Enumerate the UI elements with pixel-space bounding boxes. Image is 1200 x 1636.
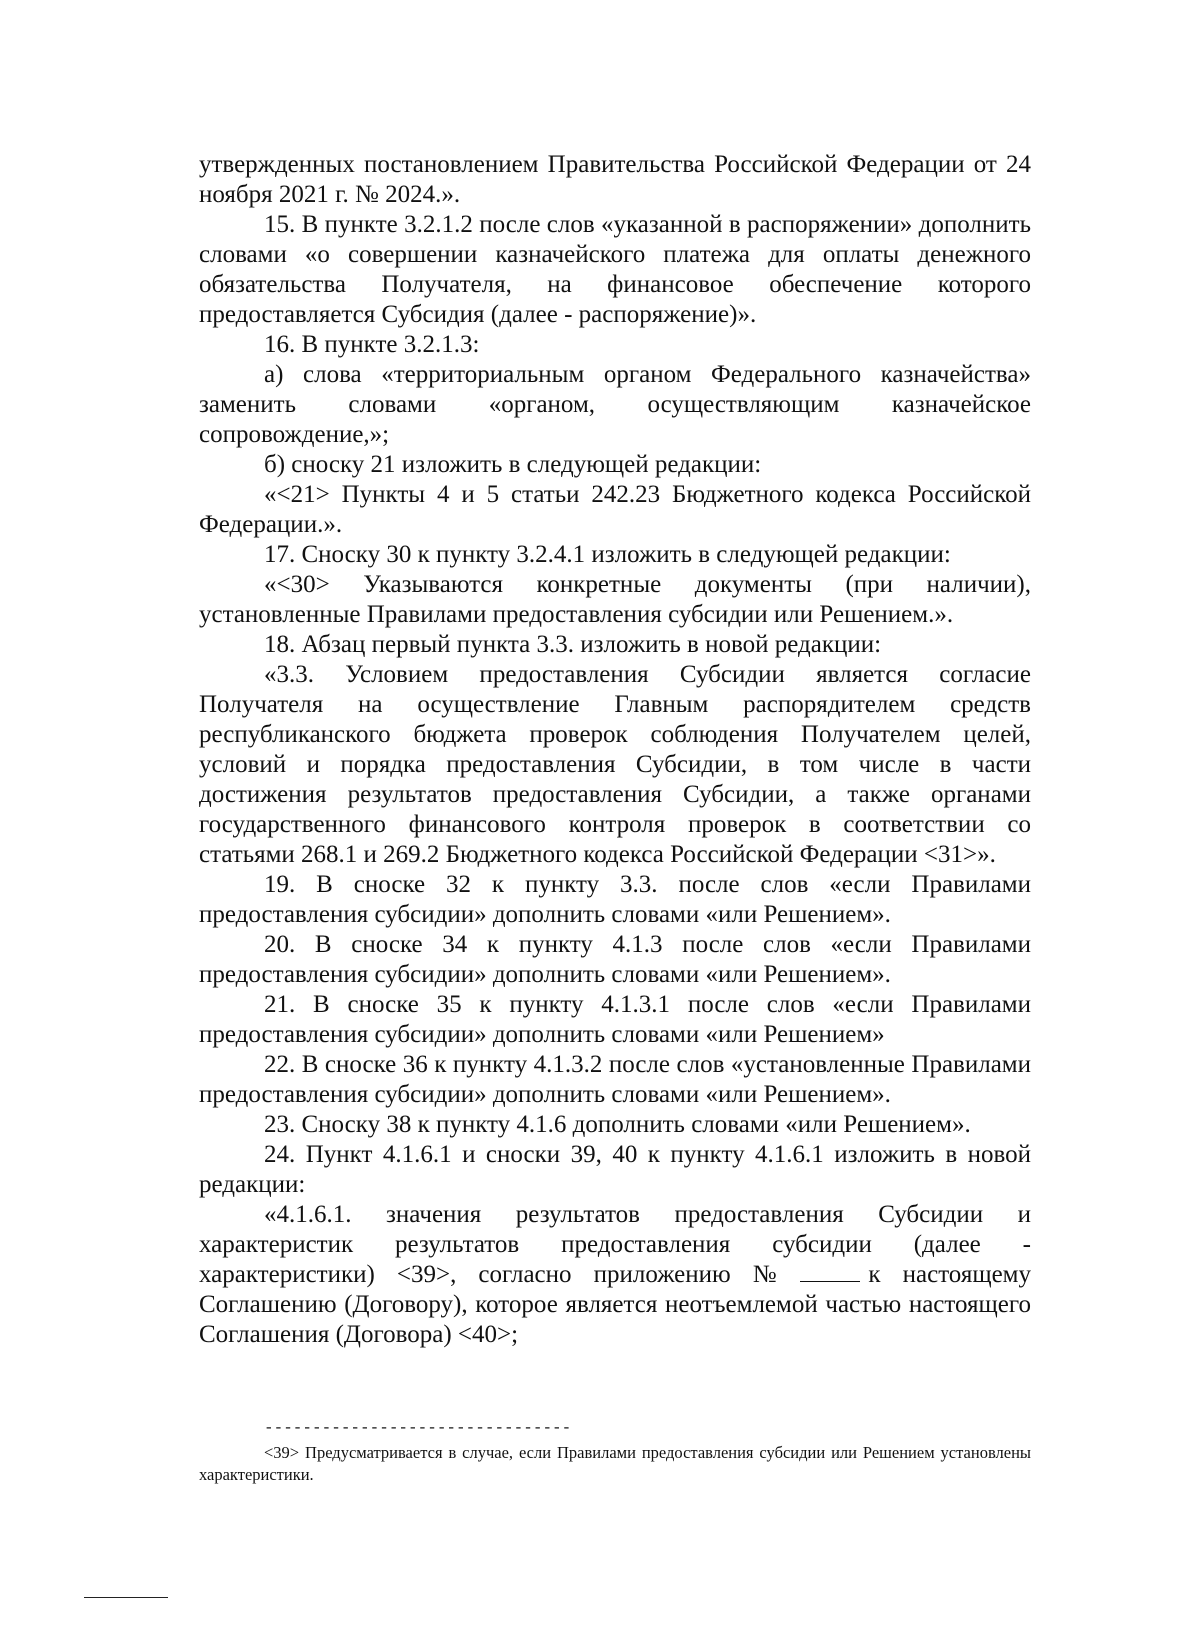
scan-edge-mark [84, 1597, 168, 1598]
paragraph-item-16: 16. В пункте 3.2.1.3: [264, 331, 480, 358]
paragraph-item-15: 15. В пункте 3.2.1.2 после слов «указанной в распоряжении» дополнить словами «о совершении казначейского платежа для оплаты денежного обязательства Получателя, на финансовое обеспечение которого предоставляется Субсидия (далее - распоряжение)». [199, 211, 1031, 328]
paragraph-item-16b: б) сноску 21 изложить в следующей редакции: [264, 451, 762, 478]
paragraph-footnote-30-text: «<30> Указываются конкретные документы (при наличии), установленные Правилами предоставления субсидии или Решением.». [199, 571, 1031, 628]
paragraph-item-22: 22. В сноске 36 к пункту 4.1.3.2 после слов «установленные Правилами предоставления субсидии» дополнить словами «или Решением». [199, 1051, 1031, 1108]
clause-text-before-blank: «4.1.6.1. значения результатов предоставления Субсидии и характеристик результатов предоставления субсидии (далее - характеристики) <39>, согласно приложению № [199, 1201, 1031, 1288]
paragraph-item-16a: а) слова «территориальным органом Федерального казначейства» заменить словами «органом, осуществляющим казначейское сопровождение,»; [199, 361, 1031, 448]
paragraph-clause-3-3: «3.3. Условием предоставления Субсидии является согласие Получателя на осуществление Главным распорядителем средств республиканского бюджета проверок соблюдения Получателем целей, условий и порядка предоставления Субсидии, в том числе в части достижения результатов предоставления Субсидии, а также органами государственного финансового контроля проверок в соответствии со статьями 268.1 и 269.2 Бюджетного кодекса Российской Федерации <31>». [199, 661, 1031, 868]
paragraph-clause-4-1-6-1 [199, 1200, 1031, 1350]
paragraph-item-18: 18. Абзац первый пункта 3.3. изложить в новой редакции: [264, 631, 882, 658]
document-body [199, 150, 1031, 1350]
footnote-39: <39> Предусматривается в случае, если Правилами предоставления субсидии или Решением установлены характеристики. [199, 1443, 1031, 1484]
paragraph-item-24: 24. Пункт 4.1.6.1 и сноски 39, 40 к пункту 4.1.6.1 изложить в новой редакции: [199, 1141, 1031, 1198]
paragraph-item-19: 19. В сноске 32 к пункту 3.3. после слов «если Правилами предоставления субсидии» дополнить словами «или Решением». [199, 871, 1031, 928]
paragraph-continuation: утвержденных постановлением Правительства Российской Федерации от 24 ноября 2021 г. № 2024.». [199, 151, 1031, 208]
paragraph-footnote-21-text: «<21> Пункты 4 и 5 статьи 242.23 Бюджетного кодекса Российской Федерации.». [199, 481, 1031, 538]
clause-text-after-blank: к настоящему Соглашению (Договору), которое является неотъемлемой частью настоящего Соглашения (Договора) <40>; [199, 1261, 1031, 1348]
blank-fill-line [800, 1261, 860, 1282]
footnote-separator: -------------------------------- [264, 1419, 572, 1437]
paragraph-item-20: 20. В сноске 34 к пункту 4.1.3 после слов «если Правилами предоставления субсидии» дополнить словами «или Решением». [199, 931, 1031, 988]
paragraph-item-21: 21. В сноске 35 к пункту 4.1.3.1 после слов «если Правилами предоставления субсидии» дополнить словами «или Решением» [199, 991, 1031, 1048]
paragraph-item-23: 23. Сноску 38 к пункту 4.1.6 дополнить словами «или Решением». [264, 1111, 971, 1138]
paragraph-item-17: 17. Сноску 30 к пункту 3.2.4.1 изложить в следующей редакции: [264, 541, 951, 568]
